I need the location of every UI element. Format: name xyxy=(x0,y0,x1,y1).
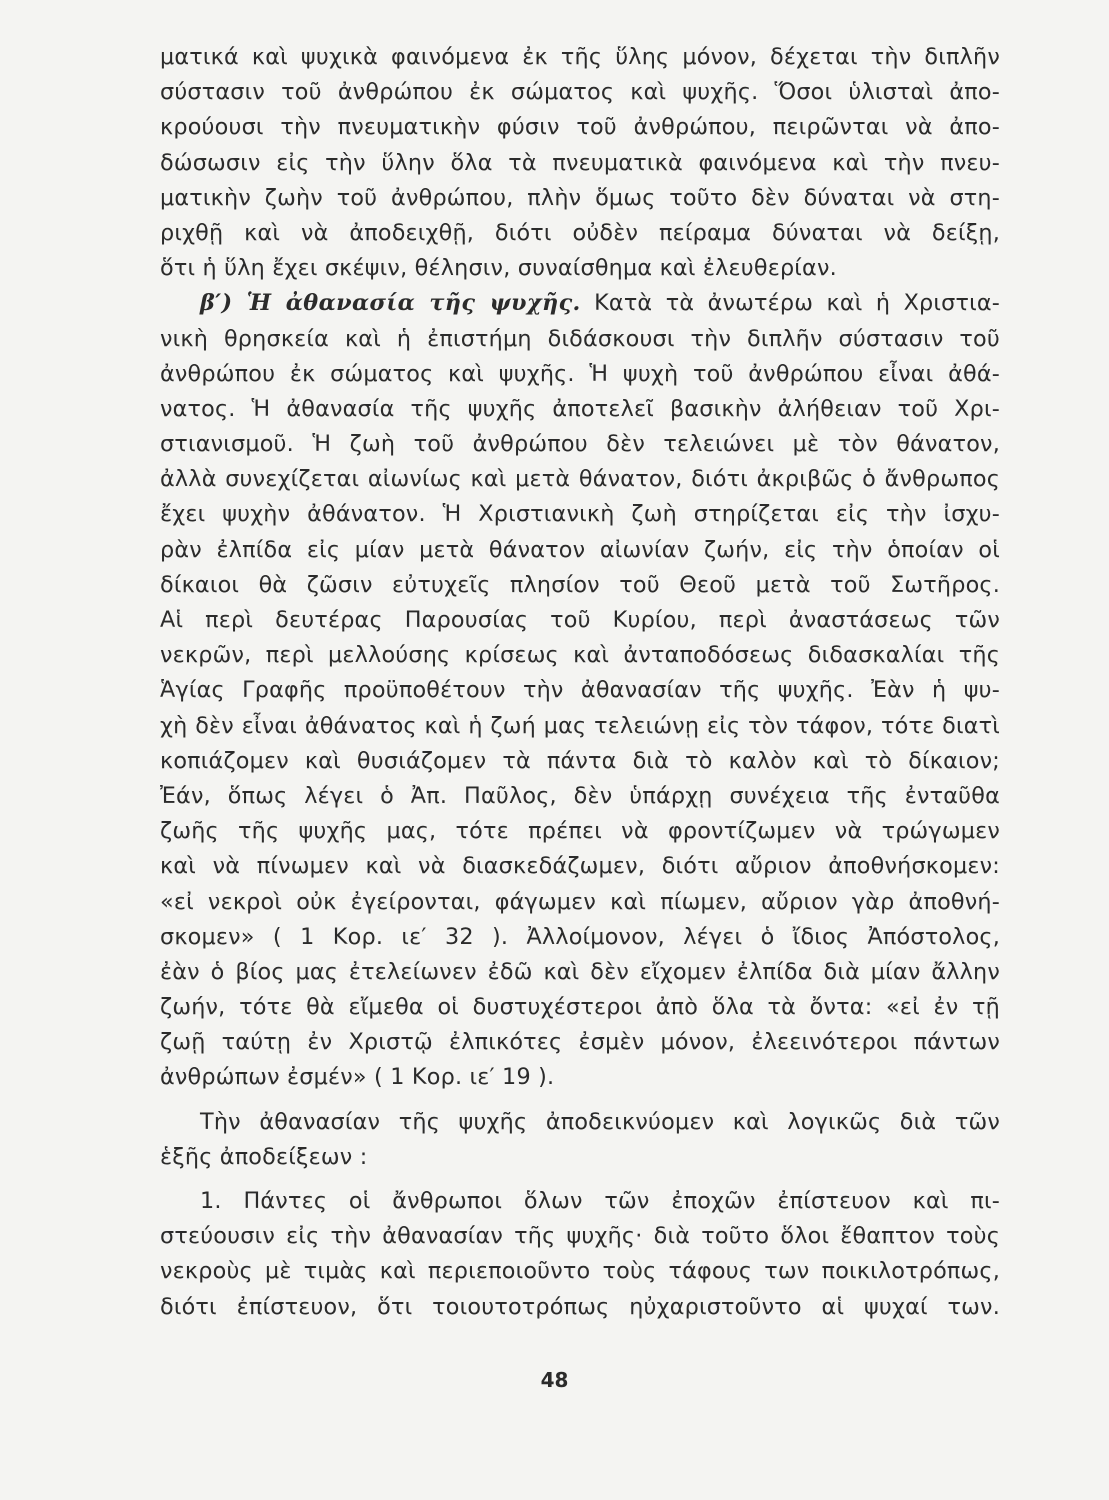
text-line: νεκροὺς μὲ τιμὰς καὶ περιεποιοῦντο τοὺς τάφους των ποικιλοτρόπως, xyxy=(160,1258,1000,1285)
text-line: κοπιάζομεν καὶ θυσιάζομεν τὰ πάντα διὰ τὸ καλὸν καὶ τὸ δίκαιον; xyxy=(160,747,1000,774)
text-line: ὅτι ἡ ὕλη ἔχει σκέψιν, θέλησιν, συναίσθημα καὶ ἐλευθερίαν. xyxy=(160,255,837,282)
text-line: ἀνθρώπου ἐκ σώματος καὶ ψυχῆς. Ἡ ψυχὴ τοῦ ἀνθρώπου εἶναι ἀθά- xyxy=(160,360,1000,387)
text-line: στεύουσιν εἰς τὴν ἀθανασίαν τῆς ψυχῆς· διὰ τοῦτο ὅλοι ἔθαπτον τοὺς xyxy=(160,1223,1000,1250)
text-line: καὶ νὰ πίνωμεν καὶ νὰ διασκεδάζωμεν, διότι αὔριον ἀποθνήσκομεν: xyxy=(160,853,1000,880)
page-body-text xyxy=(160,40,1000,1325)
text-line: χὴ δὲν εἶναι ἀθάνατος καὶ ἡ ζωή μας τελειώνῃ εἰς τὸν τάφον, τότε διατὶ xyxy=(160,712,1000,739)
text-line: νεκρῶν, περὶ μελλούσης κρίσεως καὶ ἀνταποδόσεως διδασκαλίαι τῆς xyxy=(160,642,1000,669)
text-line: ρὰν ἐλπίδα εἰς μίαν μετὰ θάνατον αἰωνίαν ζωήν, εἰς τὴν ὁποίαν οἱ xyxy=(160,536,1000,563)
text-line-with-heading xyxy=(160,286,1000,321)
text-line: ριχθῇ καὶ νὰ ἀποδειχθῇ, διότι οὐδὲν πείραμα δύναται νὰ δείξῃ, xyxy=(160,219,1000,246)
text-line: ἀλλὰ συνεχίζεται αἰωνίως καὶ μετὰ θάνατον, διότι ἀκριβῶς ὁ ἄνθρωπος xyxy=(160,466,1000,493)
text-line: σύστασιν τοῦ ἀνθρώπου ἐκ σώματος καὶ ψυχῆς. Ὅσοι ὑλισταὶ ἀπο- xyxy=(160,79,1000,106)
text-line: Ἁγίας Γραφῆς προϋποθέτουν τὴν ἀθανασίαν τῆς ψυχῆς. Ἐὰν ἡ ψυ- xyxy=(160,677,1000,704)
paragraph-materialism xyxy=(160,40,1000,286)
text-line: ἀνθρώπων ἐσμέν» ( 1 Κορ. ιε′ 19 ). xyxy=(160,1064,555,1091)
paragraph-gap xyxy=(160,1175,1000,1184)
text-line: κρούουσι τὴν πνευματικὴν φύσιν τοῦ ἀνθρώπου, πειρῶνται νὰ ἀπο- xyxy=(160,114,1000,141)
text-line: Τὴν ἀθανασίαν τῆς ψυχῆς ἀποδεικνύομεν καὶ λογικῶς διὰ τῶν xyxy=(200,1108,1000,1135)
text-line: Αἱ περὶ δευτέρας Παρουσίας τοῦ Κυρίου, περὶ ἀναστάσεως τῶν xyxy=(160,607,1000,633)
text-line: ζωῆς τῆς ψυχῆς μας, τότε πρέπει νὰ φροντίζωμεν νὰ τρώγωμεν xyxy=(160,818,1000,845)
text-line: ἑξῆς ἀποδείξεων : xyxy=(160,1143,368,1170)
text-line: ζωῇ ταύτῃ ἐν Χριστῷ ἐλπικότες ἐσμὲν μόνον, ἐλεεινότεροι πάντων xyxy=(160,1029,1000,1056)
text-line: στιανισμοῦ. Ἡ ζωὴ τοῦ ἀνθρώπου δὲν τελειώνει μὲ τὸν θάνατον, xyxy=(160,431,1000,458)
text-line: ματικά καὶ ψυχικὰ φαινόμενα ἐκ τῆς ὕλης μόνον, δέχεται τὴν διπλῆν xyxy=(160,44,1000,70)
text-line: Ἐάν, ὅπως λέγει ὁ Ἀπ. Παῦλος, δὲν ὑπάρχῃ συνέχεια τῆς ἐνταῦθα xyxy=(160,782,1000,809)
text-line: ἔχει ψυχὴν ἀθάνατον. Ἡ Χριστιανικὴ ζωὴ στηρίζεται εἰς τὴν ἰσχυ- xyxy=(160,501,1000,528)
text-line: ματικὴν ζωὴν τοῦ ἀνθρώπου, πλὴν ὅμως τοῦτο δὲν δύναται νὰ στη- xyxy=(160,184,1000,211)
text-line: δίκαιοι θὰ ζῶσιν εὐτυχεῖς πλησίον τοῦ Θεοῦ μετὰ τοῦ Σωτῆρος. xyxy=(160,571,1000,598)
paragraph-gap xyxy=(160,1096,1000,1105)
heading-line-rest: Κατὰ τὰ ἀνωτέρω καὶ ἡ Χριστια- xyxy=(594,290,1000,317)
paragraph-immortality xyxy=(160,286,1000,1095)
text-line: ζωήν, τότε θὰ εἴμεθα οἱ δυστυχέστεροι ἀπὸ ὅλα τὰ ὄντα: «εἰ ἐν τῇ xyxy=(160,994,1000,1021)
text-line: ἐὰν ὁ βίος μας ἐτελείωνεν ἐδῶ καὶ δὲν εἴχομεν ἐλπίδα διὰ μίαν ἄλλην xyxy=(160,958,1000,985)
text-line: σκομεν» ( 1 Κορ. ιε′ 32 ). Ἀλλοίμονον, λέγει ὁ ἴδιος Ἀπόστολος, xyxy=(160,923,1000,950)
section-heading: β′) Ἡ ἀθανασία τῆς ψυχῆς. xyxy=(200,290,581,317)
text-line: 1. Πάντες οἱ ἄνθρωποι ὅλων τῶν ἐποχῶν ἐπίστευον καὶ πι- xyxy=(200,1188,1000,1214)
paragraph-proof-1 xyxy=(160,1184,1000,1325)
text-line: διότι ἐπίστευον, ὅτι τοιουτοτρόπως ηὐχαριστοῦντο αἱ ψυχαί των. xyxy=(160,1293,1000,1320)
page-number: 48 xyxy=(540,1368,569,1392)
text-line: δώσωσιν εἰς τὴν ὕλην ὅλα τὰ πνευματικὰ φαινόμενα καὶ τὴν πνευ- xyxy=(160,149,1000,176)
text-line: νατος. Ἡ ἀθανασία τῆς ψυχῆς ἀποτελεῖ βασικὴν ἀλήθειαν τοῦ Χρι- xyxy=(160,395,1000,422)
text-line: «εἰ νεκροὶ οὐκ ἐγείρονται, φάγωμεν καὶ πίωμεν, αὔριον γὰρ ἀποθνή- xyxy=(160,888,1000,915)
text-line: νικὴ θρησκεία καὶ ἡ ἐπιστήμη διδάσκουσι τὴν διπλῆν σύστασιν τοῦ xyxy=(160,325,1000,352)
paragraph-proofs-intro xyxy=(160,1105,1000,1175)
